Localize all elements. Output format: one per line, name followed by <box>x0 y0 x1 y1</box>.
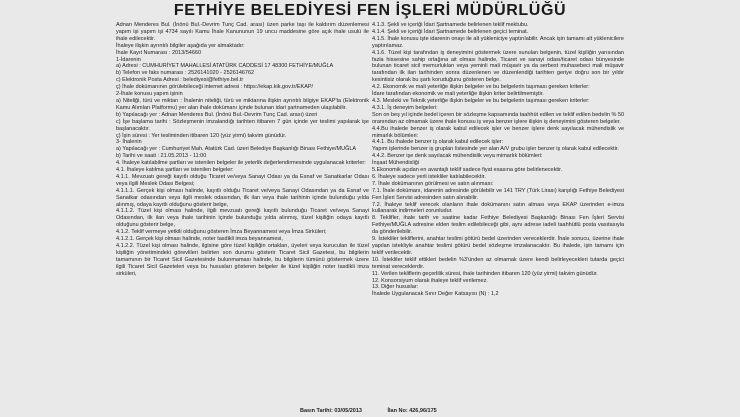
right-para: 6. İhaleye sadece yerli istekliler katılabilecektir. <box>372 173 486 180</box>
notice-footer <box>300 408 461 414</box>
right-para: 4.3. Mesleki ve Teknik yeterliğe ilişkin belgeler ve bu belgelerin taşıması gereken kriterler: <box>372 97 590 104</box>
right-para: 7.2. İhaleye teklif verecek olanların ihale dokümanını satın alması veya EKAP üzerinden e-imza kullanarak indirmeleri zorunludur. <box>372 201 624 215</box>
left-para: 3- İhalenin <box>116 139 142 146</box>
left-para: b) Tarihi ve saati : 21.05.2013 - 11:00 <box>116 153 207 160</box>
left-para: 4.1.2. Teklif vermeye yetkili olduğunu gösteren İmza Beyannamesi veya İmza Sirküleri; <box>116 229 327 236</box>
left-para: c) Elektronik Posta Adresi : belediyesi@fethiye.bel.tr <box>116 77 244 84</box>
right-para: 4.4.1. Bu ihalede benzer iş olarak kabul edilecek işler: <box>372 139 504 146</box>
right-para: 9. İstekliler tekliflerini, anahtar teslimi götürü bedel üzerinden vereceklerdir. İhale sonucu, üzerine ihale yapılan istekliyle anahtar teslimi götürü bedel sözleşme imzalanacaktır. Bu ihalede, işin tamamı için teklif verilecektir. <box>372 236 624 256</box>
left-para: Adnan Menderes Bul. (İnönü Bul.-Devrim Tunç Cad. arası) üzen parke taşı ile kaldırım düzenlemesi yapım işi yapım işi 4734 sayılı Kamu İhale Kanununun 19 uncu maddesine göre açık ihale usulü ile ihale edilecektir. <box>116 22 369 42</box>
left-para: a) Niteliği, türü ve miktarı : İhalenin niteliği, türü ve miktarına ilişkin ayrıntılı bilgiye EKAP'ta (Elektronik Kamu Alımları Platformu) yer alan ihale dokümanı içinde bulunan idari şartnameden ulaşılabilir. <box>116 97 369 111</box>
right-para: 7.1. İhale dokümanı, idarenin adresinde görülebilir ve 141 TRY (Türk Lirası) karşılığı Fethiye Belediyesi Fen İşleri Servisi adresinden satın alınabilir. <box>372 187 624 201</box>
right-para: Yapım işlerinde benzer iş grupları listesinde yer alan A/V grubu işler benzer iş olarak kabul edilecektir. <box>372 146 619 153</box>
right-para: 4.1.4. Şekli ve içeriği İdari Şartnamede belirlenen geçici teminat. <box>372 28 529 35</box>
right-para: İnşaat Mühendisliği <box>372 160 420 167</box>
left-para: 4.1.2.2. Tüzel kişi olması halinde, ilgisine göre tüzel kişiliğin ortakları, üyeleri veya kurucuları ile tüzel kişiliğin yönetimindeki görevlileri belirten son durumu gösterir Ticaret Sicil Gazetesi, bu bilgilerin tamamının bir Ticaret Sicil Gazetesinde bulunmaması halinde, bu bilgilerin tümünü göstermek üzere ilgili Ticaret Sicil Gazeteleri veya bu hususları gösteren belgeler ile tüzel kişiliğin noter tasdikli imza sirküleri, <box>116 243 369 277</box>
left-para: a) Adresi : CUMHURİYET MAHALLESİ ATATÜRK CADDESİ 17 48300 FETHİYE/MUĞLA <box>116 63 334 70</box>
right-para: 4.1.5. İhale konusu işte idarenin onayı ile alt yükleniciye yaptırılabilir. Ancak işin tamamı alt yüklenicilere yaptırılamaz. <box>372 35 624 49</box>
right-para: Son on beş yıl içinde bedel içeren bir sözleşme kapsamında taahhüt edilen ve teklif edilen bedelin % 50 oranından az olmamak üzere ihale konusu iş veya benzer işlere ilişkin iş deneyimini gösteren belgeler. <box>372 111 624 125</box>
left-para: 4.1.1.2. Tüzel kişi olması halinde, ilgili mevzuatı gereği kayıtlı bulunduğu Ticaret ve/veya Sanayi Odasından, ilk ilan veya ihale tarihinin içinde bulunduğu yılda alınmış, tüzel kişiliğin odaya kayıtlı olduğunu gösterir belge, <box>116 208 369 229</box>
right-para: 5.Ekonomik açıdan en avantajlı teklif sadece fiyat esasına göre belirlenecektir. <box>372 167 563 174</box>
notice-number: İlan No: 426,96/175 <box>387 408 437 414</box>
right-para: İhalede Uygulanacak Sınır Değer Katsayısı (N) : 1,2 <box>372 291 499 298</box>
right-para: 4.1.6. Tüzel kişi tarafından iş deneyimini göstermek üzere sunulan belgenin, tüzel kişiliğin yarısından fazla hissesine sahip ortağına ait olması halinde, Ticaret ve sanayi odası/ticaret odası bünyesinde bulunan ticaret sicil memurlukları veya yeminli mali müşavir ya da serbest muhasebeci mali müşavir tarafından ilk ilan tarihinden sonra düzenlenen ve düzenlendiği tarihten geriye doğru son bir yıldır kesintisiz olarak bu şartı koruduğunu gösteren belge. <box>372 49 624 84</box>
left-para: 4.1.1.1. Gerçek kişi olması halinde, kayıtlı olduğu Ticaret ve/veya Sanayi Odasından ya da Esnaf ve Sanatkar odasından veya ilgili meslek odasından, ilk ilan veya ihale tarihinin içinde bulunduğu yılda alınmış, odaya kayıtlı olduğunu gösterir belge, <box>116 187 369 208</box>
right-para: 12. Konsorsiyum olarak ihaleye teklif verilemez. <box>372 277 488 284</box>
left-para: b) Yapılacağı yer : Adnan Menderes Bul. (İnönü Bul.-Devrim Tunç Cad. arası) üzeri <box>116 111 318 118</box>
right-para: 11. Verilen tekliflerin geçerlilik süresi, ihale tarihinden itibaren 120 (yüz yirmi) takvim günüdür. <box>372 270 598 277</box>
right-column <box>372 22 624 298</box>
left-para: 2-İhale konusu yapım işinin <box>116 91 183 98</box>
left-para: 4.1. İhaleye katılma şartları ve istenilen belgeler: <box>116 167 234 174</box>
left-para: c) İşe başlama tarihi : Sözleşmenin imzalandığı tarihten itibaren 7 gün içinde yer teslimi yapılarak işe başlanacaktır. <box>116 118 369 132</box>
right-para: 8. Teklifler, ihale tarih ve saatine kadar Fethiye Belediyesi Başkanlığı Binası Fen İşleri Servisi Fethiye/MUĞLA adresine elden teslim edilebileceği gibi, aynı adrese iadeli taahhütlü posta vasıtasıyla da gönderilebilir. <box>372 215 624 236</box>
left-para: İhale Kayıt Numarası : 2013/54660 <box>116 49 201 56</box>
left-para: a) Yapılacağı yer : Cumhuriyet Mah. Atatürk Cad. üzeri Belediye Başkanlığı Binası Fethiye/MUĞLA <box>116 146 357 153</box>
publish-date: Basın Tarihi: 03/05/2013 <box>300 408 362 414</box>
right-para: 7. İhale dokümanının görülmesi ve satın alınması: <box>372 180 494 187</box>
right-para: 4.3.1. İş deneyim belgeleri: <box>372 104 438 111</box>
left-column <box>116 22 369 278</box>
right-para: 4.4.2. Benzer işe denk sayılacak mühendislik veya mimarlık bölümleri: <box>372 153 543 160</box>
left-para: ç) İşin süresi : Yer tesliminden itibaren 120 (yüz yirmi) takvim günüdür. <box>116 132 287 139</box>
right-para: 4.2. Ekonomik ve mali yeterliğe ilişkin belgeler ve bu belgelerin taşıması gereken kriterler: <box>372 84 590 91</box>
left-para: 4. İhaleye katılabilme şartları ve istenilen belgeler ile yeterlik değerlendirmesinde uygulanacak kriterler: <box>116 160 366 167</box>
right-para: İdare tarafından ekonomik ve mali yeterliğe ilişkin kriter belirtilmemiştir. <box>372 91 544 98</box>
left-para: 4.1.2.1. Gerçek kişi olması halinde, noter tasdikli imza beyannamesi, <box>116 236 283 243</box>
left-para: 1-İdarenin <box>116 56 141 63</box>
left-para: ç) İhale dokümanının görülebileceği internet adresi : https://ekap.kik.gov.tr/EKAP/ <box>116 84 314 91</box>
right-para: 10. İstekliler teklif ettikleri bedelin %3'ünden az olmamak üzere kendi belirleyecekleri tutarda geçici teminat vereceklerdir. <box>372 256 624 270</box>
right-para: 13. Diğer hususlar: <box>372 284 419 291</box>
left-para: 4.1.1. Mevzuatı gereği kayıtlı olduğu Ticaret ve/veya Sanayi Odası ya da Esnaf ve Sanatkarlar Odası veya ilgili Meslek Odası Belgesi; <box>116 173 369 187</box>
left-para: İhaleye ilişkin ayrıntılı bilgiler aşağıda yer almaktadır: <box>116 42 245 49</box>
left-para: b) Telefon ve faks numarası : 2526141020 - 2526146762 <box>116 70 255 77</box>
right-para: 4.1.3. Şekli ve içeriği İdari Şartnamede belirlenen teklif mektubu. <box>372 22 529 28</box>
right-para: 4.4.Bu ihalede benzer iş olarak kabul edilecek işler ve benzer işlere denk sayılacak mühendislik ve mimarlık bölümleri: <box>372 125 624 139</box>
notice-title: FETHİYE BELEDİYESİ FEN İŞLERİ MÜDÜRLÜĞÜ <box>173 2 567 19</box>
